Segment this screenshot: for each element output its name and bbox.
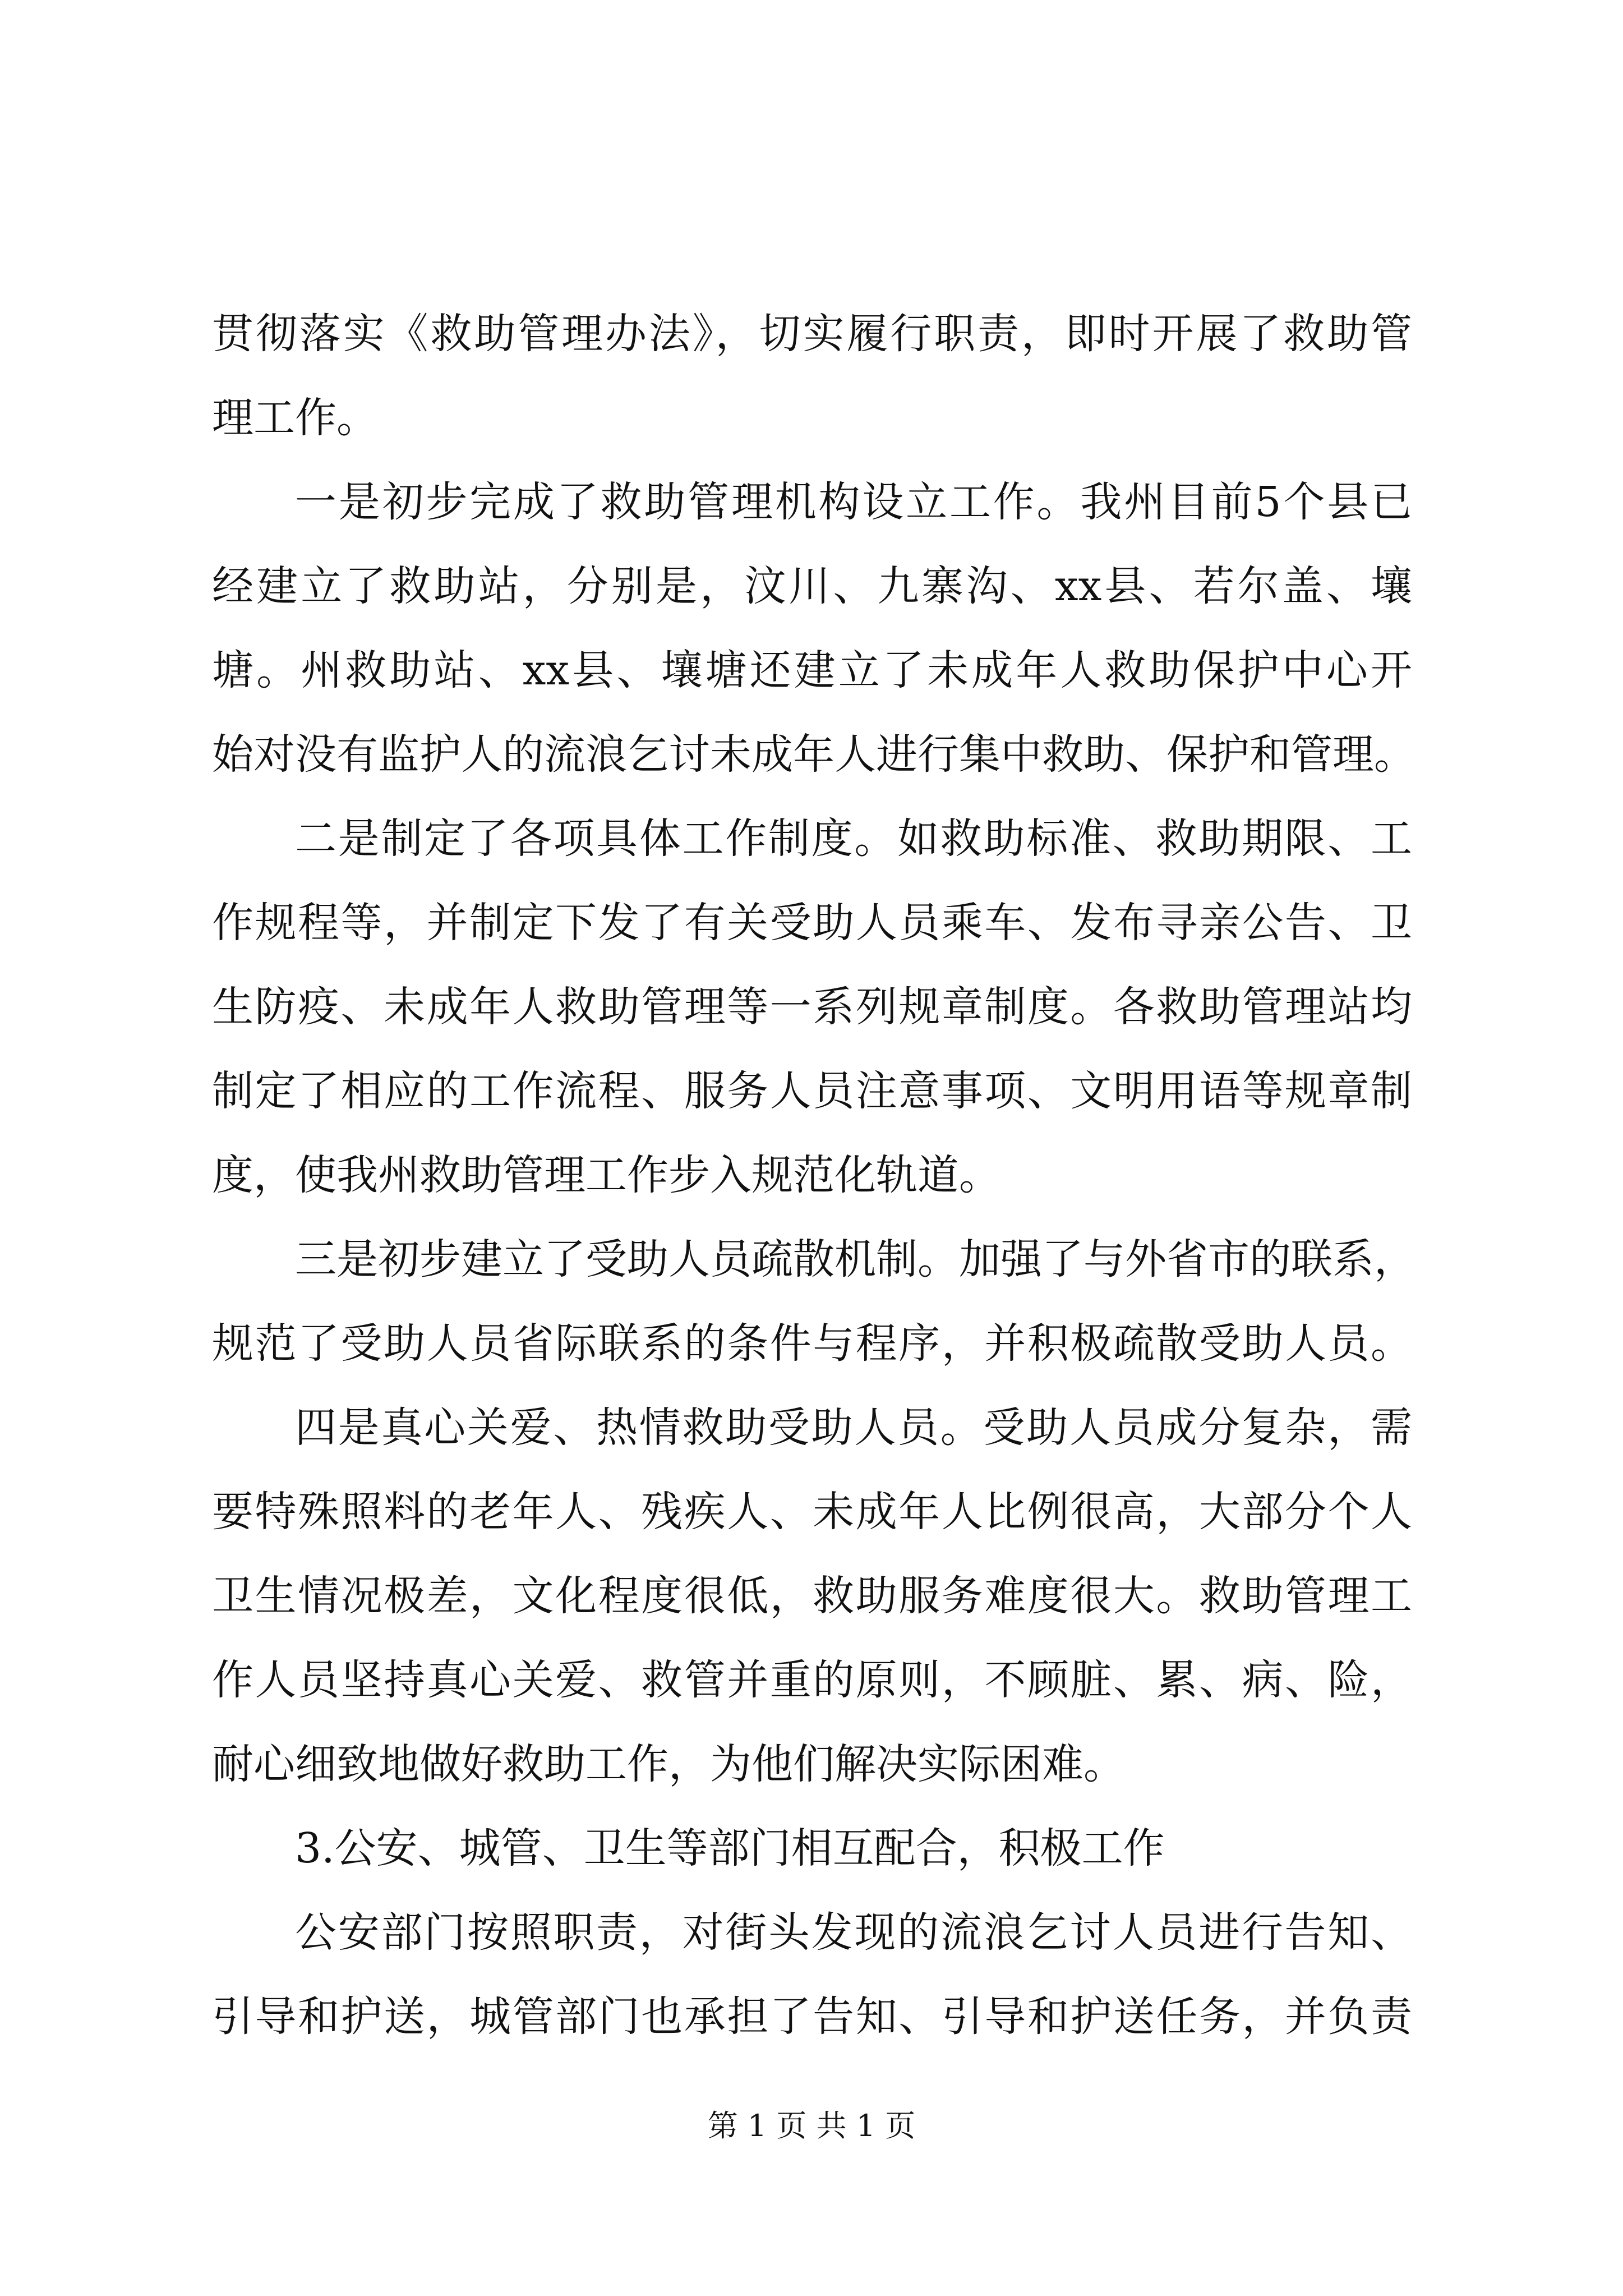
paragraph-first-line: 一是初步完成了救助管理机构设立工作。我州目前5个县已: [295, 478, 1412, 526]
paragraph-first-line: 四是真心关爱、热情救助受助人员。受助人员成分复杂，需: [295, 1404, 1412, 1452]
text-line: 始对没有监护人的流浪乞讨未成年人进行集中救助、保护和管理。: [212, 730, 1415, 779]
text-line: 规范了受助人员省际联系的条件与程序，并积极疏散受助人员。: [212, 1319, 1412, 1368]
text-line: 理工作。: [212, 394, 378, 442]
text-line: 经建立了救助站，分别是，汶川、九寨沟、xx县、若尔盖、壤: [212, 562, 1412, 610]
text-line: 制定了相应的工作流程、服务人员注意事项、文明用语等规章制: [212, 1067, 1412, 1115]
paragraph-first-line: 二是制定了各项具体工作制度。如救助标准、救助期限、工: [295, 815, 1412, 863]
text-line: 耐心细致地做好救助工作，为他们解决实际困难。: [212, 1740, 1125, 1788]
text-line: 塘。州救助站、xx县、壤塘还建立了未成年人救助保护中心开: [212, 646, 1412, 694]
text-line: 引导和护送，城管部门也承担了告知、引导和护送任务，并负责: [212, 1993, 1412, 2041]
text-line: 度，使我州救助管理工作步入规范化轨道。: [212, 1151, 1000, 1199]
paragraph-first-line: 三是初步建立了受助人员疏散机制。加强了与外省市的联系，: [295, 1235, 1415, 1283]
text-line: 作人员坚持真心关爱、救管并重的原则，不顾脏、累、病、险，: [212, 1656, 1412, 1704]
text-line: 作规程等，并制定下发了有关受助人员乘车、发布寻亲公告、卫: [212, 899, 1412, 947]
paragraph-first-line: 公安部门按照职责，对街头发现的流浪乞讨人员进行告知、: [295, 1908, 1412, 1957]
text-line: 要特殊照料的老年人、残疾人、未成年人比例很高，大部分个人: [212, 1488, 1412, 1536]
text-line: 生防疫、未成年人救助管理等一系列规章制度。各救助管理站均: [212, 983, 1412, 1031]
section-heading: 3.公安、城管、卫生等部门相互配合，积极工作: [295, 1824, 1165, 1872]
text-line: 卫生情况极差，文化程度很低，救助服务难度很大。救助管理工: [212, 1572, 1412, 1620]
page-footer: 第 1 页 共 1 页: [707, 2108, 916, 2143]
document-body: [212, 292, 1415, 2059]
text-line: 贯彻落实《救助管理办法》，切实履行职责，即时开展了救助管: [212, 310, 1412, 358]
